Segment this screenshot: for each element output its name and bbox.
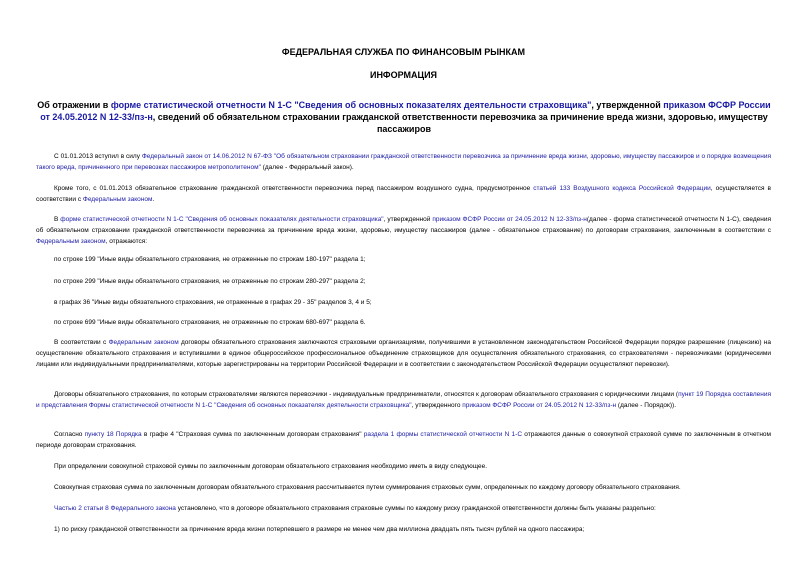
list-item: по строке 299 "Иные виды обязательного страхования, не отраженные по строкам 280-297" раздела 2; bbox=[54, 278, 366, 285]
paragraph-5 bbox=[36, 389, 771, 411]
agency-heading: ФЕДЕРАЛЬНАЯ СЛУЖБА ПО ФИНАНСОВЫМ РЫНКАМ bbox=[281, 47, 526, 57]
link-procedure-item-18[interactable]: пункту 18 Порядка bbox=[84, 431, 142, 438]
text: , отражаются: bbox=[105, 238, 148, 245]
link-law-article-8[interactable]: Частью 2 статьи 8 Федерального закона bbox=[54, 505, 176, 512]
link-order[interactable]: приказом ФСФР России от 24.05.2012 N 12-33/пз-н bbox=[462, 402, 617, 409]
link-form-section-1[interactable]: раздела 1 формы статистической отчетности N 1-С bbox=[363, 431, 523, 438]
link-air-code-article[interactable]: статьей 133 Воздушного кодекса Российской Федерации bbox=[533, 185, 711, 192]
link-order[interactable]: приказом ФСФР России от 24.05.2012 N 12-33/пз-н bbox=[432, 216, 587, 223]
paragraph-8: Совокупная страховая сумма по заключенным договорам обязательного страхования рассчитывается путем суммирования страховых сумм, определенных по каждому договору обязательного страхования. bbox=[54, 484, 681, 491]
text: договоры обязательного страхования заключаются страховыми организациями, получившими в установленном законодательством Российской Федерации порядке разрешение (лицензию) на осуществление обязательного страхования и вступившими в единое общероссийское профессиональное объединение страховщиков для осуществления обязательного страхования, со страхователями - перевозчиками (юридическими лицами или индивидуальными предпринимателями, которые зарегистрированы на территории Российской Федерации и в соответствии с законодательством Российской Федерации осуществляют перевозки). bbox=[36, 339, 772, 368]
paragraph-6 bbox=[36, 429, 771, 451]
paragraph-2 bbox=[36, 183, 771, 205]
text: в графе 4 "Страховая сумма по заключенным договорам страхования" bbox=[141, 431, 364, 438]
title-text: , сведений об обязательном страховании гражданской ответственности перевозчика за причинение вреда жизни, здоровью, имуществу пассажиров bbox=[152, 112, 768, 134]
link-federal-law[interactable]: Федеральным законом bbox=[82, 196, 153, 203]
paragraph-9 bbox=[36, 503, 771, 514]
text: Договоры обязательного страхования, по которым страхователями являются перевозчики - индивидуальные предприниматели, относятся к договорам обязательного страхования с юридическими лицами ( bbox=[54, 391, 679, 398]
text: В соответствии с bbox=[54, 339, 109, 346]
text: Согласно bbox=[54, 431, 85, 438]
list-item: в графах 36 "Иные виды обязательного страхования, не отраженные в графах 29 - 35" разделов 3, 4 и 5; bbox=[54, 299, 372, 306]
paragraph-3 bbox=[36, 214, 771, 247]
link-procedure-item-19[interactable]: пункт 19 Порядка составления и представления Формы статистической отчетности N 1-С "Сведения об основных показателях деятельности страховщика" bbox=[36, 391, 771, 409]
text: . bbox=[152, 196, 155, 203]
text: Кроме того, с 01.01.2013 обязательное страхование гражданской ответственности перевозчика перед пассажиром воздушного судна, предусмотренное bbox=[54, 185, 534, 192]
paragraph-4 bbox=[36, 337, 771, 370]
text: (далее - Порядок)). bbox=[616, 402, 677, 409]
link-form[interactable]: форме статистической отчетности N 1-С "Сведения об основных показателях деятельности страховщика" bbox=[60, 216, 384, 223]
title-link-order[interactable]: приказом ФСФР России от 24.05.2012 N 12-33/пз-н bbox=[40, 100, 771, 122]
text: В bbox=[54, 216, 61, 223]
text: установлено, что в договоре обязательного страхования страховые суммы по каждому риску гражданской ответственности должны быть указаны раздельно: bbox=[175, 505, 656, 512]
text: С 01.01.2013 вступил в силу bbox=[54, 153, 142, 160]
paragraph-7: При определении совокупной страховой суммы по заключенным договорам обязательного страхования необходимо иметь в виду следующее. bbox=[54, 463, 488, 470]
paragraph-1 bbox=[36, 151, 771, 173]
text: , утвержденной bbox=[383, 216, 433, 223]
text: (далее - Федеральный закон). bbox=[260, 164, 354, 171]
title-text: Об отражении в bbox=[37, 100, 111, 110]
text: , утвержденного bbox=[411, 402, 463, 409]
link-federal-law[interactable]: Федеральный закон от 14.06.2012 N 67-ФЗ "Об обязательном страховании гражданской ответственности перевозчика за причинение вреда жизни, здоровью, имуществу пассажиров и о порядке возмещения такого вреда, причиненного при перевозках пассажиров метрополитеном" bbox=[36, 153, 771, 171]
list-item: по строке 199 "Иные виды обязательного страхования, не отраженные по строкам 180-197" раздела 1; bbox=[54, 256, 366, 263]
paragraph-10: 1) по риску гражданской ответственности за причинение вреда жизни потерпевшего в размере не менее чем два миллиона двадцать пять тысяч рублей на одного пассажира; bbox=[54, 526, 585, 533]
text: (далее - форма статистической отчетности N 1-С), сведения об обязательном страховании гражданской ответственности перевозчика за причинение вреда жизни, здоровью, имуществу пассажиров (далее - обязательное страхование) по договорам страхования, заключенным в соответствии с bbox=[36, 216, 771, 234]
title-text: , утвержденной bbox=[591, 100, 664, 110]
link-federal-law[interactable]: Федеральным законом bbox=[108, 339, 179, 346]
text: отражаются данные о совокупной страховой сумме по заключенным в отчетном периоде договорам страхования. bbox=[36, 431, 771, 449]
doc-type-heading: ИНФОРМАЦИЯ bbox=[369, 70, 438, 80]
title-link-form[interactable]: форме статистической отчетности N 1-С "Сведения об основных показателях деятельности страховщика" bbox=[110, 100, 592, 110]
document-title bbox=[34, 99, 774, 135]
link-federal-law[interactable]: Федеральным законом bbox=[36, 238, 106, 245]
text: , осуществляется в соответствии с bbox=[36, 185, 771, 203]
list-item: по строке 699 "Иные виды обязательного страхования, не отраженные по строкам 680-697" раздела 6. bbox=[54, 319, 366, 326]
